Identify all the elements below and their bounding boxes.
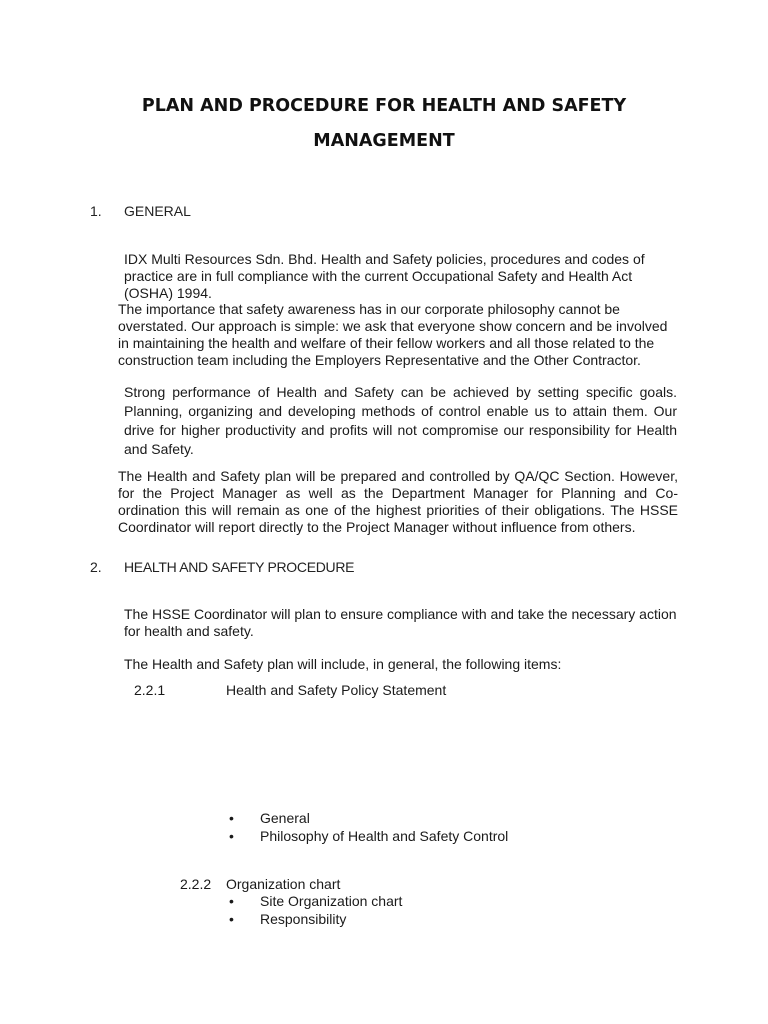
section-2-heading: HEALTH AND SAFETY PROCEDURE	[124, 559, 355, 575]
list-item: General	[260, 810, 310, 826]
section-1-number: 1.	[90, 203, 102, 219]
document-title-line2: MANAGEMENT	[313, 131, 455, 151]
section-2-number: 2.	[90, 559, 102, 575]
section-1-paragraph-1: IDX Multi Resources Sdn. Bhd. Health and Safety policies, procedures and codes of practice are in full compliance with the current Occupational Safety and Health Act (OSHA) 1994.	[124, 251, 645, 301]
section-2-paragraph-1: The HSSE Coordinator will plan to ensure compliance with and take the necessary action for health and safety.	[124, 606, 677, 639]
list-item: Responsibility	[260, 911, 347, 927]
bullet-icon: •	[229, 828, 234, 844]
bullet-icon: •	[229, 911, 234, 927]
list-item: Philosophy of Health and Safety Control	[260, 828, 509, 844]
item-2-2-2-label: Organization chart	[226, 876, 341, 892]
section-1-paragraph-2: The importance that safety awareness has in our corporate philosophy cannot be overstated. Our approach is simple: we ask that everyone show concern and be involved in maintaining the health and welfare of their fellow workers and all those related to the construction team including the Employers Representative and the Other Contractor.	[118, 301, 668, 368]
section-2-paragraph-2: The Health and Safety plan will include, in general, the following items:	[124, 656, 562, 672]
list-item: Site Organization chart	[260, 893, 403, 909]
bullet-icon: •	[229, 810, 234, 826]
item-2-2-1-label: Health and Safety Policy Statement	[226, 682, 447, 698]
document-title-line1: PLAN AND PROCEDURE FOR HEALTH AND SAFETY	[141, 96, 627, 116]
bullet-icon: •	[229, 893, 234, 909]
item-2-2-1-number: 2.2.1	[134, 682, 166, 698]
section-1-paragraph-3: Strong performance of Health and Safety can be achieved by setting specific goals. Planning, organizing and developing methods of control enable us to attain them. Our drive for higher productivity and profits will not compromise our responsibility for Health and Safety.	[124, 384, 677, 457]
item-2-2-2-number: 2.2.2	[180, 876, 212, 892]
section-1-heading: GENERAL	[124, 203, 191, 219]
section-1-paragraph-4: The Health and Safety plan will be prepared and controlled by QA/QC Section. However, for the Project Manager as well as the Department Manager for Planning and Co-ordination this will remain as one of the highest priorities of their obligations. The HSSE Coordinator will report directly to the Project Manager without influence from others.	[118, 468, 678, 535]
